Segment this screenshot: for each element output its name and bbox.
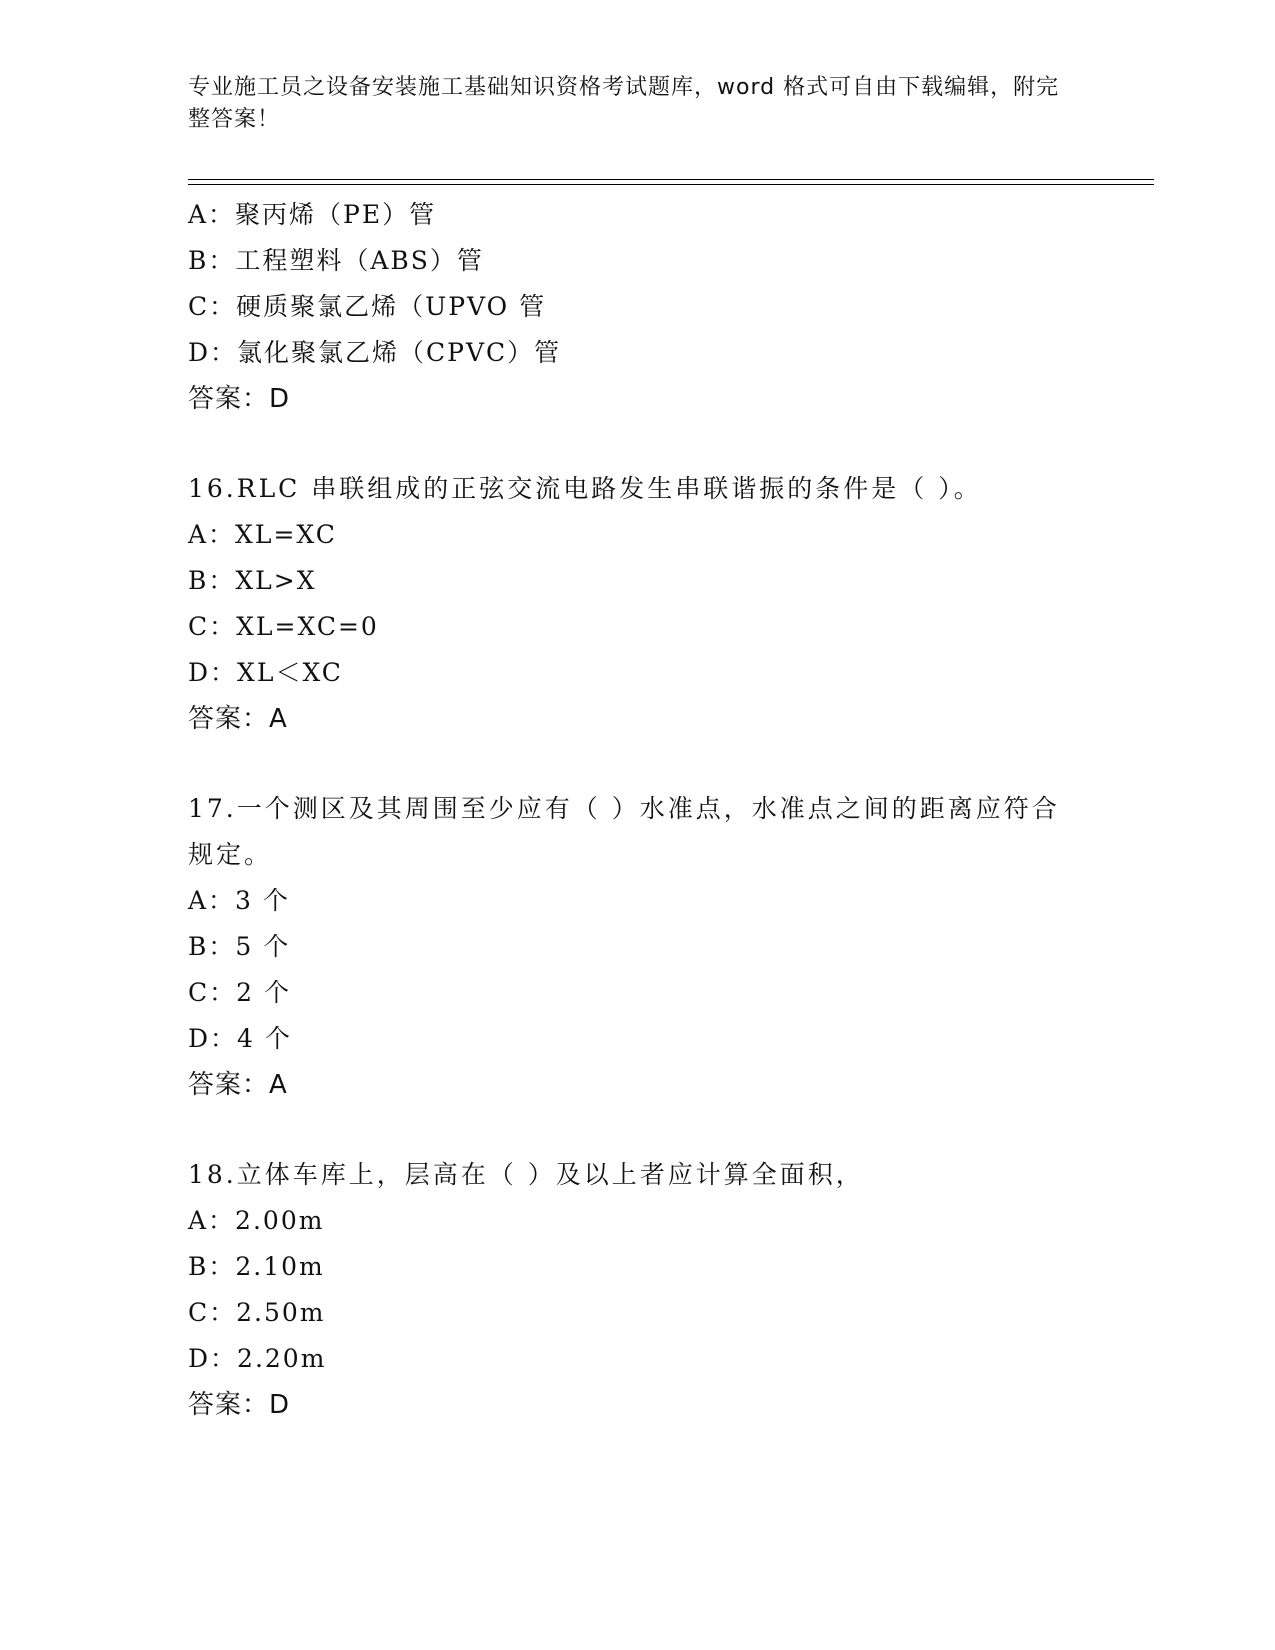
question-block — [188, 786, 1088, 1108]
question-list — [188, 192, 1088, 1428]
option-d: D：XL＜XC — [188, 658, 343, 687]
question-stem: 18.立体车库上，层高在（ ）及以上者应计算全面积， — [188, 1160, 864, 1189]
option-b: B：XL>X — [188, 566, 317, 595]
answer-text: 答案：A — [188, 704, 288, 734]
option-a: A：聚丙烯（PE）管 — [188, 200, 437, 229]
option-a: A：XL=XC — [188, 520, 337, 549]
header-divider-bottom — [188, 184, 1154, 185]
option-b: B：5 个 — [188, 932, 291, 961]
option-c: C：XL=XC=0 — [188, 612, 379, 641]
option-c: C：硬质聚氯乙烯（UPVO 管 — [188, 292, 547, 321]
option-d: D：氯化聚氯乙烯（CPVC）管 — [188, 338, 562, 367]
option-c: C：2 个 — [188, 978, 291, 1007]
answer-text: 答案：D — [188, 1390, 291, 1420]
spacer — [188, 1108, 1088, 1152]
question-stem: 17.一个测区及其周围至少应有（ ）水准点，水准点之间的距离应符合规定。 — [188, 794, 1060, 869]
question-block — [188, 192, 1088, 422]
header-divider-top — [188, 179, 1154, 180]
option-a: A：2.00m — [188, 1206, 325, 1235]
answer-text: 答案：D — [188, 384, 291, 414]
question-block — [188, 1152, 1088, 1428]
option-b: B：2.10m — [188, 1252, 325, 1281]
question-block — [188, 466, 1088, 742]
option-d: D：4 个 — [188, 1024, 292, 1053]
question-stem: 16.RLC 串联组成的正弦交流电路发生串联谐振的条件是（ ）。 — [188, 474, 982, 503]
answer-text: 答案：A — [188, 1070, 288, 1100]
option-b: B：工程塑料（ABS）管 — [188, 246, 484, 275]
document-header: 专业施工员之设备安装施工基础知识资格考试题库，word 格式可自由下载编辑，附完整答案！ — [188, 75, 1060, 132]
spacer — [188, 422, 1088, 466]
spacer — [188, 742, 1088, 786]
option-a: A：3 个 — [188, 886, 290, 915]
option-d: D：2.20m — [188, 1344, 327, 1373]
option-c: C：2.50m — [188, 1298, 326, 1327]
